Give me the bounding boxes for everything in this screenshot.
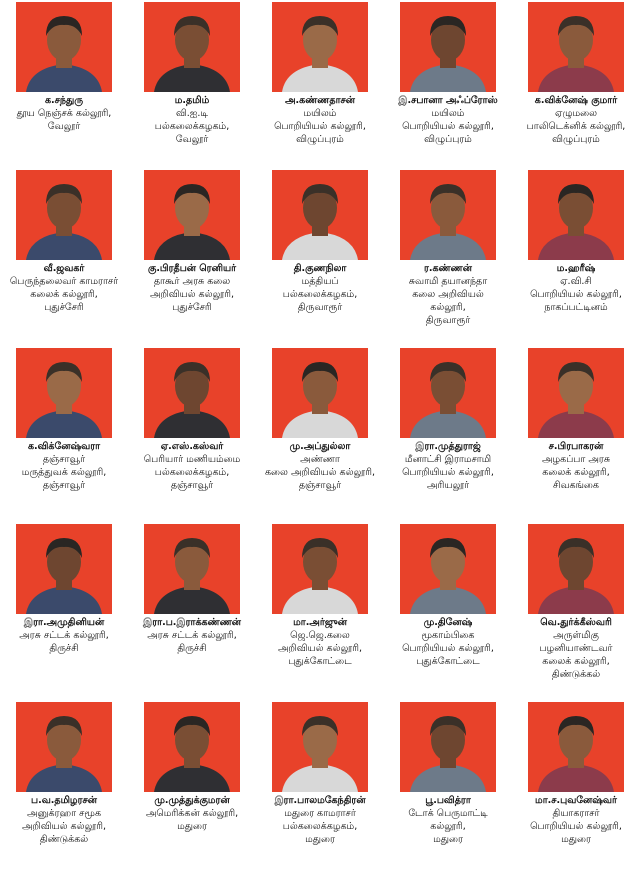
student-name: மு.முத்துக்குமரன் [154, 795, 230, 806]
student-name: மு.தினேஷ் [423, 617, 473, 628]
college-line: பல்கலைக்கழகம், [154, 121, 230, 132]
college-line: பெரியார் மணியம்மை [143, 454, 241, 465]
college-line: அரசு சட்டக் கல்லூரி, [147, 630, 237, 641]
college-line: திருவாரூர் [297, 302, 343, 313]
student-photo [16, 524, 112, 614]
college-line: அறிவியல் கல்லூரி, [21, 821, 107, 832]
student-card [0, 346, 128, 518]
college-line: தஞ்சாவூர் [298, 480, 342, 491]
student-card [128, 168, 256, 340]
student-college [384, 807, 512, 846]
student-photo [272, 524, 368, 614]
college-line: மதுரை [561, 834, 591, 845]
student-photo [400, 2, 496, 92]
college-line: அறிவியல் கல்லூரி, [149, 289, 235, 300]
student-name: மா.ச.புவனேஷ்வர் [535, 795, 617, 806]
student-card [256, 522, 384, 694]
student-name: இரா.அமுதினியன் [23, 617, 105, 628]
student-photo [144, 702, 240, 792]
college-line: பல்கலைக்கழகம், [282, 289, 358, 300]
student-card [512, 0, 640, 172]
student-college [256, 629, 384, 668]
college-line: சிவகங்கை [553, 480, 599, 491]
college-line: மயிலம் [431, 108, 465, 119]
college-line: மத்தியப் [301, 276, 339, 287]
student-college [128, 807, 256, 833]
student-card [0, 0, 128, 172]
student-name: அ.கண்ணதாசன் [284, 95, 356, 106]
student-college [256, 107, 384, 146]
college-line: அண்ணா [300, 454, 340, 465]
student-photo [528, 524, 624, 614]
college-line: தியாகராசர் [552, 808, 600, 819]
student-name: இரா.முத்துராஜ் [415, 441, 481, 452]
college-line: வேலூர் [175, 134, 209, 145]
student-college [128, 629, 256, 655]
college-line: கலைக் கல்லூரி, [30, 289, 98, 300]
student-name: பூ.பவித்ரா [425, 795, 471, 806]
college-line: அறிவியல் கல்லூரி, [277, 643, 363, 654]
student-name: கு.பிரதீபன் ரெனியர் [147, 263, 237, 274]
student-photo [16, 348, 112, 438]
student-photo [272, 170, 368, 260]
student-card [0, 168, 128, 340]
student-photo [528, 702, 624, 792]
college-line: திருவாரூர் [425, 315, 471, 326]
college-line: பழனியாண்டவர் [539, 643, 613, 654]
college-line: அனுக்ரஹா சமூக [26, 808, 102, 819]
college-line: கல்லூரி, [430, 821, 466, 832]
student-card [0, 700, 128, 872]
college-line: பொறியியல் கல்லூரி, [274, 121, 366, 132]
college-line: விழுப்புரம் [552, 134, 600, 145]
college-line: பொறியியல் கல்லூரி, [402, 643, 494, 654]
college-line: கல்லூரி, [430, 302, 466, 313]
student-college [384, 275, 512, 327]
college-line: திருச்சி [177, 643, 207, 654]
college-line: தஞ்சாவூர் [170, 480, 214, 491]
college-line: திருச்சி [49, 643, 79, 654]
student-card [512, 700, 640, 872]
student-name: ச.பிரபாகரன் [548, 441, 604, 452]
student-name: மு.அப்துல்லா [289, 441, 351, 452]
student-photo [144, 524, 240, 614]
college-line: பொறியியல் கல்லூரி, [530, 289, 622, 300]
student-photo [400, 170, 496, 260]
college-line: அமெரிக்கன் கல்லூரி, [145, 808, 239, 819]
college-line: நாகப்பட்டினம் [544, 302, 608, 313]
student-college [384, 453, 512, 492]
student-photo [400, 348, 496, 438]
college-line: ஏழுமலை [554, 108, 598, 119]
student-photo [528, 348, 624, 438]
student-card [512, 522, 640, 694]
student-college [128, 275, 256, 314]
college-line: திண்டுக்கல் [551, 669, 601, 680]
student-card [256, 346, 384, 518]
college-line: திண்டுக்கல் [39, 834, 89, 845]
student-college [0, 107, 128, 133]
college-line: புதுக்கோட்டை [416, 656, 480, 667]
student-name: ப.வ.தமிழரசன் [31, 795, 97, 806]
college-line: கலைக் கல்லூரி, [542, 467, 610, 478]
student-card [512, 168, 640, 340]
college-line: பெருந்தலைவர் காமராசர் [9, 276, 119, 287]
student-college [384, 629, 512, 668]
student-card [128, 700, 256, 872]
college-line: பொறியியல் கல்லூரி, [530, 821, 622, 832]
college-line: வேலூர் [47, 121, 81, 132]
college-line: பொறியியல் கல்லூரி, [402, 467, 494, 478]
student-card [384, 700, 512, 872]
student-college [0, 629, 128, 655]
student-college [512, 453, 640, 492]
student-college [256, 453, 384, 492]
student-name: ஏ.எஸ்.கஸ்வர் [160, 441, 224, 452]
college-line: தூய நெஞ்சக் கல்லூரி, [16, 108, 112, 119]
student-card [256, 0, 384, 172]
student-photo [528, 170, 624, 260]
college-line: மதுரை காமராசர் [284, 808, 356, 819]
student-college [512, 629, 640, 681]
student-college [512, 107, 640, 146]
college-line: கலைக் கல்லூரி, [542, 656, 610, 667]
college-line: அழகப்பா அரசு [541, 454, 611, 465]
college-line: மதுரை [177, 821, 207, 832]
college-line: தஞ்சாவூர் [42, 480, 86, 491]
college-line: வி.ஐ.டி [175, 108, 209, 119]
student-name: மா.அர்ஜுன் [293, 617, 347, 628]
student-name: வீ.ஜவகர் [43, 263, 85, 274]
student-name: இரா.பாலமகேந்திரன் [274, 795, 366, 806]
student-college [0, 275, 128, 314]
student-card [512, 346, 640, 518]
student-name: வெ.துர்க்கீஸ்வரி [540, 617, 612, 628]
student-card [256, 700, 384, 872]
student-college [512, 275, 640, 314]
college-line: ஜெ.ஜெ.கலை [290, 630, 350, 641]
student-name: க.விக்னேஷ்வரா [27, 441, 101, 452]
college-line: விழுப்புரம் [296, 134, 344, 145]
student-photo [144, 2, 240, 92]
student-college [128, 453, 256, 492]
student-college [256, 275, 384, 314]
student-name: ம.தமிம் [174, 95, 210, 106]
student-college [256, 807, 384, 846]
college-line: தஞ்சாவூர் [42, 454, 86, 465]
college-line: புதுச்சேரி [172, 302, 212, 313]
student-card [384, 0, 512, 172]
student-name: க.விக்னேஷ் குமார் [534, 95, 618, 106]
student-photo [400, 524, 496, 614]
college-line: ஏ.வி.சி [560, 276, 592, 287]
student-college [128, 107, 256, 146]
student-photo [16, 2, 112, 92]
college-line: பொறியியல் கல்லூரி, [402, 121, 494, 132]
college-line: அரசு சட்டக் கல்லூரி, [19, 630, 109, 641]
student-card [128, 522, 256, 694]
college-line: மூகாம்பிகை [421, 630, 475, 641]
college-line: புதுச்சேரி [44, 302, 84, 313]
student-photo [400, 702, 496, 792]
college-line: கலை அறிவியல் கல்லூரி, [264, 467, 375, 478]
student-photo [272, 2, 368, 92]
college-line: விழுப்புரம் [424, 134, 472, 145]
college-line: புதுக்கோட்டை [288, 656, 352, 667]
student-photo [272, 702, 368, 792]
student-college [0, 807, 128, 846]
college-line: சுவாமி தயானந்தா [408, 276, 488, 287]
student-card [0, 522, 128, 694]
college-line: பல்கலைக்கழகம், [282, 821, 358, 832]
college-line: பாலிடெக்னிக் கல்லூரி, [526, 121, 626, 132]
student-card [384, 168, 512, 340]
college-line: மீனாட்சி இராமசாமி [404, 454, 492, 465]
college-line: மதுரை [305, 834, 335, 845]
college-line: மயிலம் [303, 108, 337, 119]
student-photo [272, 348, 368, 438]
college-line: பல்கலைக்கழகம், [154, 467, 230, 478]
student-card [256, 168, 384, 340]
student-name: தி.குணநிலா [293, 263, 347, 274]
student-college [0, 453, 128, 492]
student-photo [16, 170, 112, 260]
student-photo [144, 348, 240, 438]
student-card [128, 346, 256, 518]
student-photo [16, 702, 112, 792]
student-name: க.சந்துரு [44, 95, 84, 106]
college-line: மருத்துவக் கல்லூரி, [21, 467, 107, 478]
student-photo [528, 2, 624, 92]
student-college [512, 807, 640, 846]
student-name: ர.கண்ணன் [424, 263, 472, 274]
college-line: மதுரை [433, 834, 463, 845]
student-card [384, 346, 512, 518]
college-line: அருள்மிகு [553, 630, 599, 641]
student-card [384, 522, 512, 694]
college-line: டோக் பெருமாட்டி [408, 808, 488, 819]
student-photo [144, 170, 240, 260]
college-line: கலை அறிவியல் [412, 289, 484, 300]
student-name: இரா.ப.இராக்கண்ணன் [142, 617, 242, 628]
college-line: தாகூர் அரசு கலை [153, 276, 231, 287]
college-line: அரியலூர் [426, 480, 470, 491]
student-college [384, 107, 512, 146]
student-name: ம.ஹரீஷ் [556, 263, 596, 274]
student-card [128, 0, 256, 172]
student-name: இ.சபானா அஃப்ரோஸ் [398, 95, 498, 106]
